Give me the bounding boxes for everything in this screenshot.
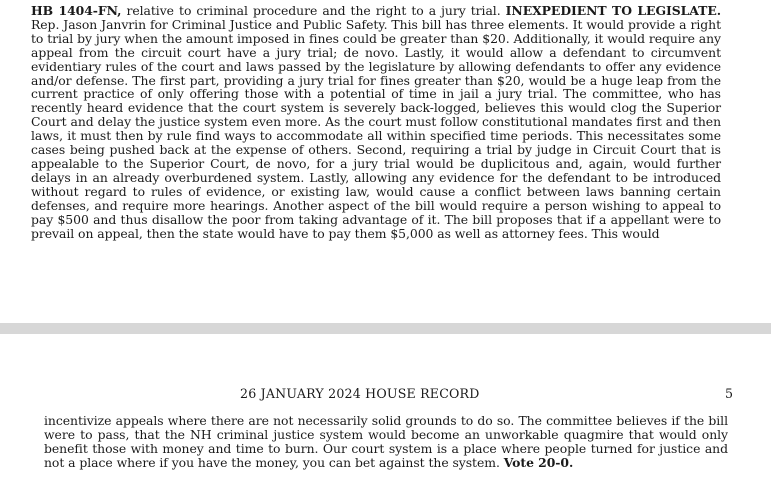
page-header: 26 JANUARY 2024 HOUSE RECORD <box>240 386 480 401</box>
report-body-text: Rep. Jason Janvrin for Criminal Justice and Public Safety. This bill has three elements. It would provide a right to trial by jury when the amount imposed in fines could be greater than $20. Additionally, it would require any appeal from the circuit court have a jury trial; de novo. Lastly, it would allow a defendant to circumvent evidentiary rules of the court and laws passed by the legislature by allowing defendants to offer any evidence and/or defense. The first part, providing a jury trial for fines greater than $20, would be a huge leap from the current practice of only offering those with a potential of time in jail a jury trial. The committee, who has recently heard evidence that the court system is severely back-logged, believes this would clog the Superior Court and delay the justice system even more. As the court must follow constitutional mandates first and then laws, it must then by rule find ways to accommodate all within specified time periods. This necessitates some cases being pushed back at the expense of others. Second, requiring a trial by judge in Circuit Court that is appealable to the Superior Court, de novo, for a jury trial would be duplicitous and, again, would further delays in an already overburdened system. Lastly, allowing any evidence for the defendant to be introduced without regard to rules of evidence, or existing law, would cause a conflict between laws banning certain defenses, and require more hearings. Another aspect of the bill would require a person wishing to appeal to pay $500 and thus disallow the poor from taking advantage of it. The bill proposes that if a appellant were to prevail on appeal, then the state would have to pay them $5,000 as well as attorney fees. This would <box>31 16 721 241</box>
continuation-body-text: incentivize appeals where there are not necessarily solid grounds to do so. The committee believes if the bill were to pass, that the NH criminal justice system would become an unworkable quagmire that would only benefit those with money and time to burn. Our court system is a place where people turned for justice and not a place where if you have the money, you can bet against the system. <box>44 413 728 470</box>
page-number: 5 <box>724 386 733 401</box>
bill-report-paragraph <box>31 4 721 240</box>
committee-recommendation: INEXPEDIENT TO LEGISLATE. <box>505 3 721 18</box>
bill-title: relative to criminal procedure and the right to a jury trial. <box>121 3 506 18</box>
vote-result: Vote 20-0. <box>503 454 574 470</box>
document-page-bottom <box>0 334 771 486</box>
report-continuation-paragraph <box>44 414 728 470</box>
bill-id: HB 1404-FN, <box>31 3 122 18</box>
page-break-divider <box>0 323 771 334</box>
